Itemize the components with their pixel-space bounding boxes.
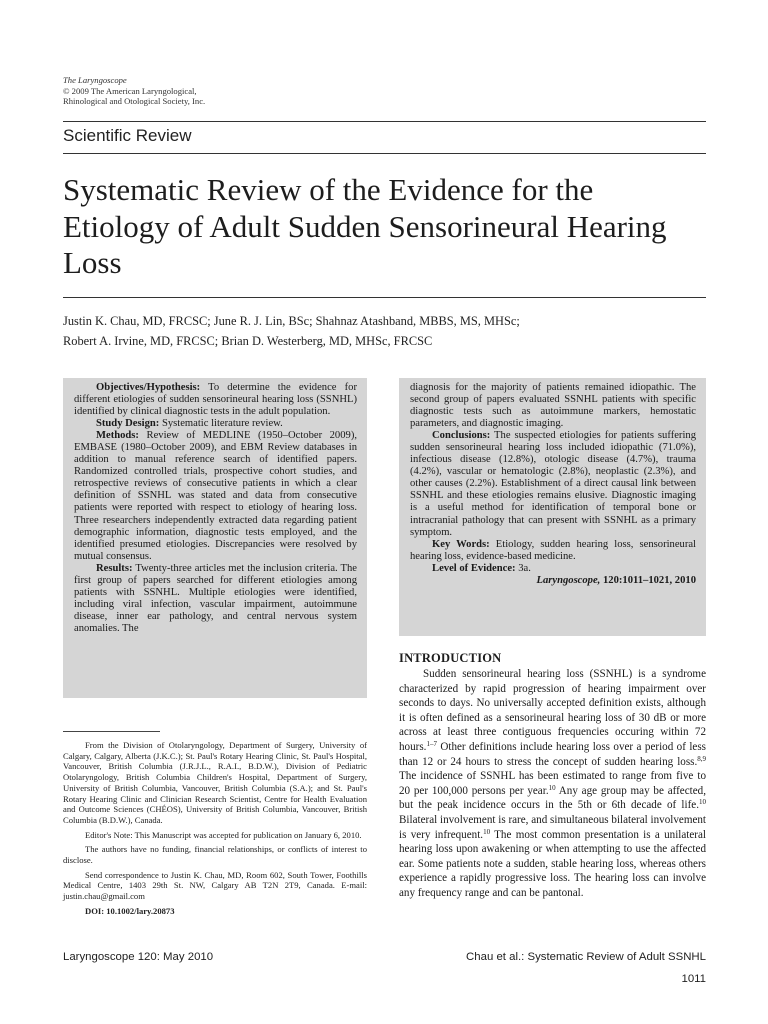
footer-journal-issue: Laryngoscope 120: May 2010 xyxy=(63,951,214,963)
conclusions-label: Conclusions: xyxy=(432,430,491,442)
design-label: Study Design: xyxy=(96,418,160,430)
footnotes xyxy=(63,740,367,921)
footer-running-title: Chau et al.: Systematic Review of Adult SSNHL xyxy=(466,951,706,963)
copyright-line-2: Rhinological and Otological Society, Inc. xyxy=(63,96,206,106)
footnote-affiliation: From the Division of Otolaryngology, Department of Surgery, University of Calgary, Calgary, Alberta (J.K.C.); St. Paul's Rotary Hearing Clinic, St. Paul's Hospital, Vancouver, British Columbia (J.R.J.L., R.A.I., B.D.W.), Division of Pediatric Otolaryngology, British Columbia Children's Hospital, Department of Surgery, University of British Columbia, Vancouver, British Columbia (S.A.); and St. Paul's Rotary Hearing Clinic and Clinician Research Scientist, Centre for Health Evaluation and Outcome Sciences (CHÉOS), University of British Columbia, Vancouver, British Columbia (B.D.W.), Canada. xyxy=(63,740,367,825)
ref-1-7: 1–7 xyxy=(426,739,437,748)
abstract-results xyxy=(74,563,357,635)
ref-10c: 10 xyxy=(483,827,491,836)
intro-text-b: Other definitions include hearing loss over a period of less than 12 or 24 hours to stress the concept of sudden hearing loss. xyxy=(399,740,706,768)
journal-info xyxy=(63,75,205,107)
objectives-label: Objectives/Hypothesis: xyxy=(96,382,201,393)
introduction-heading: INTRODUCTION xyxy=(399,651,502,665)
citation-journal: Laryngoscope, xyxy=(536,574,601,586)
intro-text-a: Sudden sensorineural hearing loss (SSNHL) is a syndrome characterized by rapid progression of hearing impairment over seconds to days. No universally accepted definition exists, although it is often defined as a sensorineural hearing loss of 30 dB or more across at least three contiguous frequencies occuring within 72 hours. xyxy=(399,668,706,753)
footnote-rule xyxy=(63,731,160,732)
abstract-level xyxy=(410,563,696,575)
level-label: Level of Evidence: xyxy=(432,562,516,574)
level-text: 3a. xyxy=(518,562,531,574)
abstract-results-continued: diagnosis for the majority of patients remained idiopathic. The second group of papers evaluated SSNHL patients with specific diagnostic tests such as autoimmune markers, hemostatic parameters, and diagnostic imaging. xyxy=(410,382,696,430)
results-label: Results: xyxy=(96,562,133,574)
results-text: Twenty-three articles met the inclusion criteria. The first group of papers searched for different etiologies among patients with SSNHL. Multiple etiologies were identified, including viral infection, vascular impairment, autoimmune disease, inner ear pathology, and central nervous system anomalies. The xyxy=(74,562,357,634)
article-title: Systematic Review of the Evidence for the Etiology of Adult Sudden Sensorineural Hearing Loss xyxy=(63,172,667,280)
keywords-text: Etiology, sudden hearing loss, sensorineural hearing loss, evidence-based medicine. xyxy=(410,538,697,562)
abstract-citation xyxy=(410,575,696,587)
objectives-text: To determine the evidence for different etiologies of sudden sensorineural hearing loss (SSNHL) identified by clinical diagnostic tests in the adult population. xyxy=(74,382,357,418)
design-text: Systematic literature review. xyxy=(161,418,283,430)
abstract-conclusions xyxy=(410,430,696,538)
keywords-label: Key Words: xyxy=(432,538,490,550)
ref-10b: 10 xyxy=(699,798,706,807)
methods-text: Review of MEDLINE (1950–October 2009), EMBASE (1980–October 2009), and EBM Review databases in addition to manual reference search of identified papers. Randomized controlled trials, prospective cohort studies, and retrospective reviews of consecutive patients in which a clear definition of SSNHL was stated and data from consecutive patients were reported with respect to etiology of hearing loss. Three researchers independently extracted data regarding patient demographic information, diagnostic tests employed, and the identified presumed etiologies. Discrepancies were resolved by mutual consensus. xyxy=(74,430,358,562)
section-label: Scientific Review xyxy=(63,126,192,145)
authors-line-2: Robert A. Irvine, MD, FRCSC; Brian D. Westerberg, MD, MHSc, FRCSC xyxy=(63,334,433,348)
footnote-correspondence: Send correspondence to Justin K. Chau, MD, Room 602, South Tower, Foothills Medical Centre, 1403 29th St. NW, Calgary AB T2N 2T9, Canada. E-mail: justin.chau@gmail.com xyxy=(63,869,367,902)
footnote-editor-note: Editor's Note: This Manuscript was accepted for publication on January 6, 2010. xyxy=(85,829,362,840)
ref-8-9: 8,9 xyxy=(697,754,706,763)
abstract-methods xyxy=(74,430,357,563)
intro-text-f: The most common presentation is a unilateral hearing loss upon awakening or when attempting to use the affected ear. Some patients note a sudden, stable hearing loss, whereas others experience a rapidly progressive loss. The hearing loss can involve any frequency range and can be pantonal. xyxy=(399,828,706,899)
journal-name: The Laryngoscope xyxy=(63,75,127,85)
authors-line-1: Justin K. Chau, MD, FRCSC; June R. J. Lin, BSc; Shahnaz Atashband, MBBS, MS, MHSc; xyxy=(63,314,520,328)
author-list xyxy=(63,311,520,351)
ref-10a: 10 xyxy=(548,783,556,792)
abstract-box-left xyxy=(63,378,367,698)
abstract-design xyxy=(74,418,357,430)
footnote-doi: DOI: 10.1002/lary.20873 xyxy=(85,905,175,916)
intro-text-d: Any age group may be affected, but the peak incidence occurs in the 5th or 6th decade of life. xyxy=(399,784,706,812)
methods-label: Methods: xyxy=(96,430,139,442)
citation-volume: 120:1011–1021, 2010 xyxy=(603,574,696,586)
abstract-box-right xyxy=(399,378,706,636)
intro-text-c: The incidence of SSNHL has been estimated to range from five to 20 per 100,000 persons per year. xyxy=(399,770,706,797)
abstract-objectives xyxy=(74,382,357,418)
section-rule xyxy=(63,153,706,154)
page-number: 1011 xyxy=(681,973,706,985)
top-rule xyxy=(63,121,706,122)
introduction-body xyxy=(399,667,706,901)
introduction-paragraph xyxy=(399,667,706,901)
copyright-line-1: © 2009 The American Laryngological, xyxy=(63,85,197,96)
footnote-funding: The authors have no funding, financial relationships, or conflicts of interest to disclose. xyxy=(63,844,367,866)
conclusions-text: The suspected etiologies for patients suffering sudden sensorineural hearing loss included idiopathic (71.0%), infectious disease (12.8%), otologic disease (4.7%), trauma (4.2%), vascular or hematologic (2.8%), neoplastic (2.3%), and other causes (2.2%). Establishment of a direct causal link between SSNHL and these etiologies remains elusive. Diagnostic imaging is a useful method for identification of temporal bone or intracranial pathology that can present with SSNHL as a primary symptom. xyxy=(410,430,696,538)
intro-text-e: Bilateral involvement is rare, and simultaneous bilateral involvement is very infrequent. xyxy=(399,813,706,841)
title-rule xyxy=(63,297,706,298)
abstract-keywords xyxy=(410,539,696,563)
